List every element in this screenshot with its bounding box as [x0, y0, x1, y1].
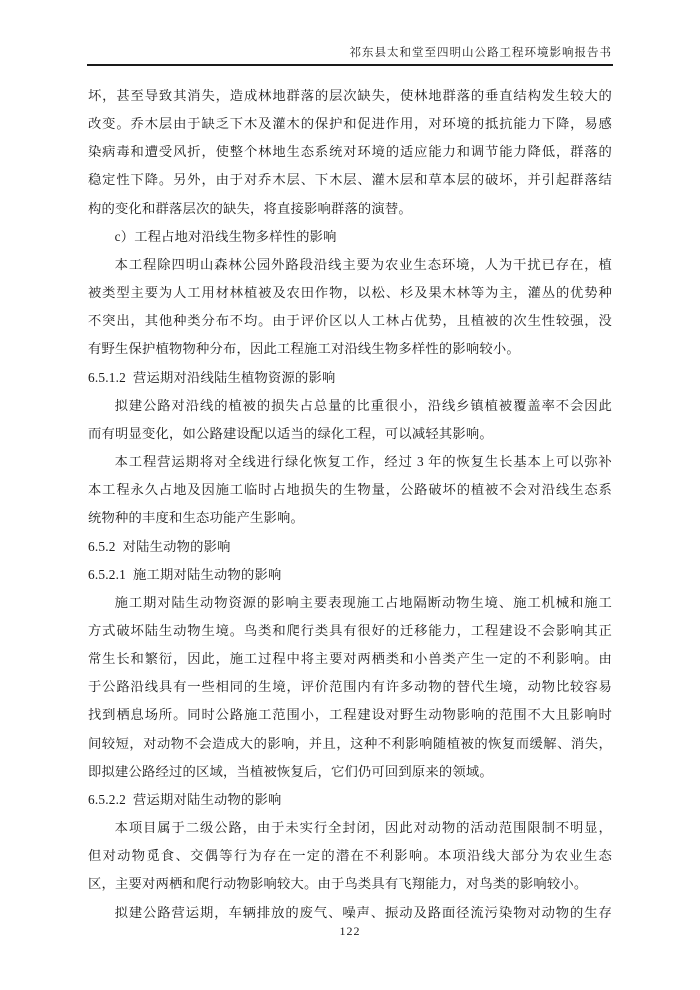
text-line: 改变。乔木层由于缺乏下木及灌木的保护和促进作用，对环境的抵抗能力下降，易感 — [88, 116, 612, 132]
text-line: 6.5.1.2 营运期对沿线陆生植物资源的影响 — [88, 369, 336, 385]
text-line: 被类型主要为人工用材林植被及农田作物，以松、杉及果木林等为主，灌丛的优势种 — [88, 285, 612, 301]
report-header-title: 祁东县太和堂至四明山公路工程环境影响报告书 — [349, 47, 612, 59]
page-number: 122 — [339, 924, 361, 938]
document-body — [88, 82, 612, 927]
text-line: 本项目属于二级公路，由于未实行全封闭，因此对动物的活动范围限制不明显， — [114, 820, 612, 836]
text-line: 拟建公路营运期，车辆排放的废气、噪声、振动及路面径流污染物对动物的生存 — [114, 904, 612, 920]
text-line: 染病毒和遭受风折，使整个林地生态系统对环境的适应能力和调节能力降低，群落的 — [88, 144, 612, 160]
text-line: 间较短，对动物不会造成大的影响，并且，这种不利影响随植被的恢复而缓解、消失， — [88, 735, 612, 751]
text-line: 即拟建公路经过的区域，当植被恢复后，它们仍可回到原来的领域。 — [88, 763, 493, 779]
text-line: 于公路沿线具有一些相同的生境，评价范围内有许多动物的替代生境，动物比较容易 — [88, 679, 612, 695]
text-line: 常生长和繁衍，因此，施工过程中将主要对两栖类和小兽类产生一定的不利影响。由 — [88, 651, 612, 667]
text-line: 本工程营运期将对全线进行绿化恢复工作，经过 3 年的恢复生长基本上可以弥补 — [114, 454, 612, 470]
text-line: 本工程除四明山森林公园外路段沿线主要为农业生态环境，人为干扰已存在，植 — [114, 256, 612, 272]
text-line: 找到栖息场所。同时公路施工范围小，工程建设对野生动物影响的范围不大且影响时 — [88, 707, 612, 723]
text-line: 施工期对陆生动物资源的影响主要表现施工占地隔断动物生境、施工机械和施工 — [114, 594, 612, 610]
text-line: 而有明显变化，如公路建设配以适当的绿化工程，可以减轻其影响。 — [88, 425, 493, 441]
text-line: 有野生保护植物物种分布，因此工程施工对沿线生物多样性的影响较小。 — [88, 341, 520, 357]
text-line: 6.5.2.2 营运期对陆生动物的影响 — [88, 791, 282, 807]
text-line: 6.5.2 对陆生动物的影响 — [88, 538, 231, 554]
text-line: 坏，甚至导致其消失，造成林地群落的层次缺失，使林地群落的垂直结构发生较大的 — [88, 88, 612, 103]
text-line: 统物种的丰度和生态功能产生影响。 — [88, 510, 304, 526]
text-line: 稳定性下降。另外，由于对乔木层、下木层、灌木层和草本层的破坏，并引起群落结 — [88, 172, 612, 188]
text-line: 构的变化和群落层次的缺失，将直接影响群落的演替。 — [88, 200, 412, 216]
text-line: 6.5.2.1 施工期对陆生动物的影响 — [88, 566, 282, 582]
text-line: 但对动物觅食、交偶等行为存在一定的潜在不利影响。本项沿线大部分为农业生态 — [88, 848, 612, 864]
header-rule — [87, 64, 613, 66]
text-line: 本工程永久占地及因施工临时占地损失的生物量，公路破坏的植被不会对沿线生态系 — [88, 482, 612, 498]
text-line: c）工程占地对沿线生物多样性的影响 — [114, 228, 337, 244]
text-line: 不突出，其他种类分布不均。由于评价区以人工林占优势，且植被的次生性较强，没 — [88, 313, 612, 329]
text-line: 拟建公路对沿线的植被的损失占总量的比重很小，沿线乡镇植被覆盖率不会因此 — [114, 397, 612, 413]
text-line: 区，主要对两栖和爬行动物影响较大。由于鸟类具有飞翔能力，对鸟类的影响较小。 — [88, 876, 588, 892]
text-line: 方式破坏陆生动物生境。鸟类和爬行类具有很好的迁移能力，工程建设不会影响其正 — [88, 622, 612, 638]
